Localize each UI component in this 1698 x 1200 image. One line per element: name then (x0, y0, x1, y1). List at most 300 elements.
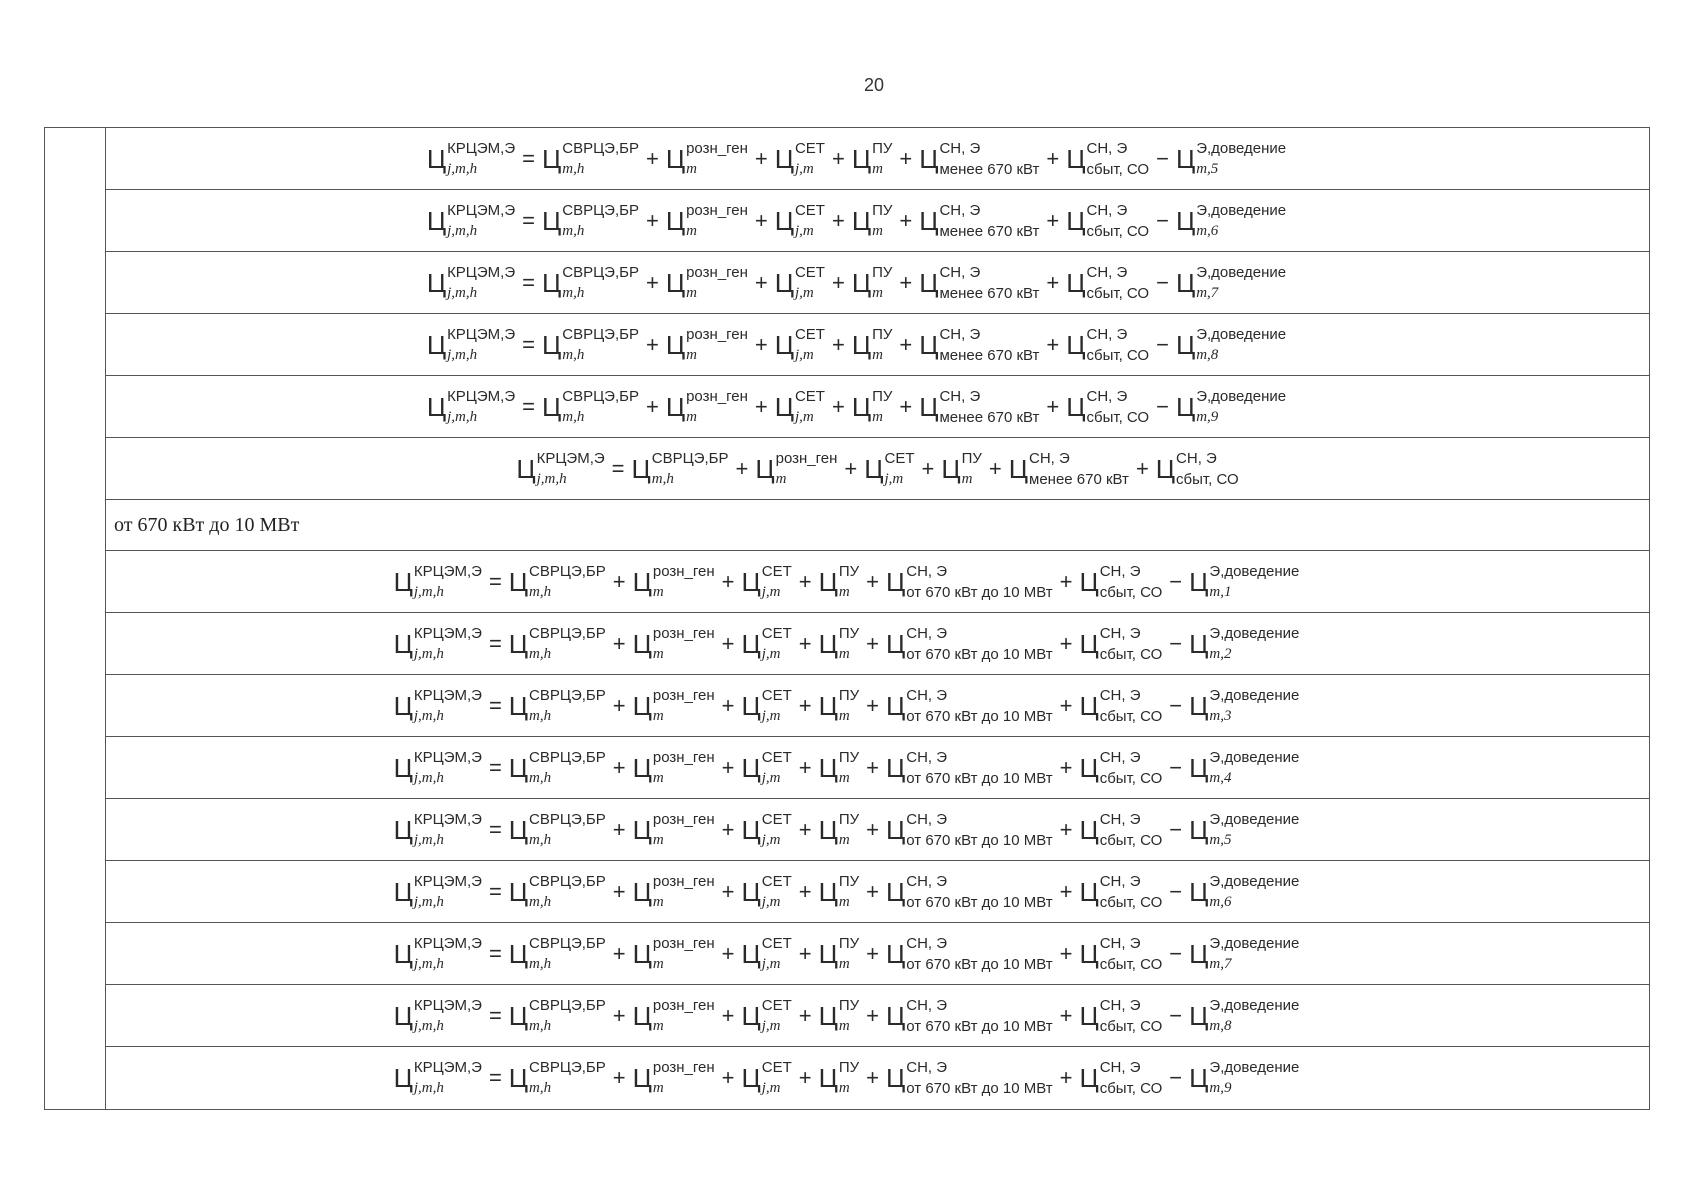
price-symbol: Ц (393, 690, 413, 721)
subscript: от 670 кВт до 10 МВт (906, 955, 1053, 973)
superscript: СЕТ (794, 325, 825, 343)
price-symbol: Ц (851, 143, 872, 174)
operator-eq: = (611, 455, 625, 481)
price-symbol: Ц (1189, 752, 1209, 783)
price-symbol: Ц (1175, 205, 1196, 236)
subscript: m (686, 160, 697, 177)
superscript: розн_ген (652, 562, 715, 580)
subscript: m,h (529, 1080, 552, 1096)
price-symbol: Ц (818, 1063, 838, 1093)
price-symbol: Ц (818, 876, 838, 907)
price-symbol: Ц (631, 453, 651, 484)
operator-plus: + (1059, 1002, 1073, 1028)
price-symbol: Ц (851, 329, 872, 360)
term-lhs (394, 873, 482, 911)
price-symbol: Ц (741, 1063, 761, 1093)
table-row (106, 613, 1649, 675)
superscript: розн_ген (652, 872, 715, 890)
term-sn_small (1009, 450, 1129, 488)
price-symbol: Ц (886, 1063, 906, 1093)
price-symbol: Ц (741, 814, 761, 845)
subscript: сбыт, СО (1099, 1080, 1163, 1097)
subscript: сбыт, СО (1099, 893, 1163, 911)
term-pu (941, 450, 982, 488)
subscript: j,m (794, 222, 814, 239)
operator-plus: + (721, 692, 735, 718)
price-symbol: Ц (1175, 267, 1196, 298)
operator-minus: − (1169, 630, 1183, 656)
price-symbol: Ц (851, 391, 872, 422)
subscript: j,m (761, 955, 781, 972)
subscript: m (775, 470, 787, 487)
operator-eq: = (488, 754, 502, 780)
superscript: СВРЦЭ,БР (562, 263, 639, 281)
price-symbol: Ц (774, 267, 794, 298)
superscript: Э,доведение (1209, 934, 1300, 952)
price-symbol: Ц (426, 205, 447, 236)
term-lhs (394, 687, 482, 725)
superscript: розн_ген (686, 201, 748, 219)
price-symbol: Ц (919, 267, 939, 298)
subscript: m (872, 284, 883, 301)
superscript: розн_ген (775, 449, 838, 467)
table-row (106, 438, 1649, 500)
subscript: m (838, 583, 850, 600)
term-sbyt (1079, 625, 1162, 663)
subscript: m (838, 707, 850, 724)
superscript: Э,доведение (1209, 1059, 1300, 1076)
subscript: от 670 кВт до 10 МВт (906, 769, 1053, 787)
operator-minus: − (1169, 940, 1183, 966)
subscript: m (838, 893, 850, 910)
price-symbol: Ц (1189, 628, 1209, 659)
superscript: СВРЦЭ,БР (651, 449, 729, 467)
subscript: m (652, 707, 664, 724)
subscript: j,m,h (447, 284, 478, 301)
superscript: КРЦЭМ,Э (536, 449, 605, 467)
table-row (106, 985, 1649, 1047)
price-symbol: Ц (542, 143, 562, 174)
price-symbol: Ц (818, 1000, 838, 1031)
term-dov (1176, 264, 1286, 302)
subscript: m,7 (1196, 284, 1219, 301)
operator-plus: + (645, 145, 659, 171)
term-sbyt (1066, 326, 1149, 364)
operator-minus: − (1169, 1065, 1183, 1090)
superscript: Э,доведение (1209, 624, 1300, 642)
superscript: СВРЦЭ,БР (529, 1059, 606, 1076)
subscript: m,h (529, 893, 552, 910)
price-symbol: Ц (818, 814, 838, 845)
term-sbyt (1079, 1059, 1162, 1097)
term-svr (509, 935, 606, 973)
term-sn_small (919, 202, 1039, 240)
term-sn_small (919, 326, 1039, 364)
price-symbol: Ц (886, 690, 906, 721)
operator-eq: = (488, 568, 502, 594)
term-sbyt (1079, 749, 1162, 787)
operator-plus: + (1046, 269, 1060, 295)
term-sn_mid (886, 997, 1053, 1035)
operator-eq: = (488, 816, 502, 842)
term-set (775, 264, 825, 302)
operator-plus: + (866, 754, 880, 780)
superscript: СВРЦЭ,БР (529, 810, 606, 828)
operator-plus: + (1046, 207, 1060, 233)
subscript: от 670 кВт до 10 МВт (906, 1080, 1053, 1097)
subscript: m (652, 831, 664, 848)
subscript: j,m (761, 769, 781, 786)
term-lhs (516, 450, 604, 488)
price-symbol: Ц (919, 329, 939, 360)
subscript: j,m,h (536, 470, 567, 487)
superscript: Э,доведение (1196, 387, 1287, 405)
formula (516, 450, 1238, 488)
term-set (864, 450, 914, 488)
superscript: ПУ (838, 686, 860, 704)
subscript: сбыт, СО (1176, 470, 1239, 488)
subscript: j,m,h (413, 583, 444, 600)
subscript: m,h (562, 160, 585, 177)
subscript: j,m (761, 583, 781, 600)
operator-plus: + (831, 145, 845, 171)
price-symbol: Ц (508, 690, 529, 721)
term-dov (1189, 997, 1299, 1035)
term-pu (819, 811, 860, 849)
price-symbol: Ц (542, 391, 562, 422)
subscript: сбыт, СО (1086, 346, 1150, 364)
term-sn_mid (886, 1059, 1053, 1097)
subscript: m,6 (1209, 893, 1232, 910)
price-symbol: Ц (632, 628, 652, 659)
operator-plus: + (612, 754, 626, 780)
term-rozn (633, 687, 715, 725)
term-lhs (394, 811, 482, 849)
operator-plus: + (1059, 754, 1073, 780)
term-svr (542, 264, 639, 302)
superscript: СЕТ (761, 562, 792, 580)
subscript: сбыт, СО (1086, 160, 1150, 178)
term-set (742, 749, 792, 787)
operator-eq: = (522, 393, 535, 419)
superscript: СН, Э (1099, 686, 1141, 704)
price-symbol: Ц (1175, 143, 1196, 174)
term-pu (852, 326, 893, 364)
price-symbol: Ц (632, 690, 652, 721)
subscript: j,m (761, 831, 781, 848)
subscript: m,h (562, 408, 585, 425)
table-row (106, 252, 1649, 314)
formula (394, 997, 1300, 1035)
superscript: СЕТ (761, 624, 792, 642)
subscript: менее 670 кВт (939, 222, 1040, 240)
term-pu (852, 264, 893, 302)
superscript: ПУ (872, 263, 893, 281)
subscript: j,m,h (413, 1017, 444, 1034)
price-symbol: Ц (393, 1063, 413, 1093)
superscript: СВРЦЭ,БР (529, 996, 606, 1014)
subscript: m,1 (1209, 583, 1232, 600)
subscript: j,m (761, 707, 781, 724)
subscript: m (838, 955, 850, 972)
subscript: m,7 (1209, 955, 1232, 972)
term-svr (509, 625, 606, 663)
term-set (742, 625, 792, 663)
superscript: СН, Э (1099, 1059, 1141, 1076)
price-symbol: Ц (393, 876, 413, 907)
subscript: сбыт, СО (1086, 284, 1150, 302)
price-symbol: Ц (1189, 566, 1209, 597)
subscript: j,m,h (447, 408, 478, 425)
superscript: розн_ген (652, 686, 715, 704)
price-symbol: Ц (508, 876, 529, 907)
price-symbol: Ц (741, 876, 761, 907)
operator-plus: + (866, 692, 880, 718)
price-symbol: Ц (864, 453, 884, 484)
price-symbol: Ц (1066, 391, 1086, 422)
operator-plus: + (1046, 393, 1060, 419)
superscript: СВРЦЭ,БР (529, 872, 606, 890)
subscript: от 670 кВт до 10 МВт (906, 583, 1053, 601)
price-symbol: Ц (774, 143, 794, 174)
superscript: КРЦЭМ,Э (447, 263, 516, 281)
subscript: m (652, 1017, 664, 1034)
operator-plus: + (645, 269, 659, 295)
superscript: СЕТ (761, 748, 792, 766)
superscript: СН, Э (906, 686, 948, 704)
term-dov (1176, 326, 1286, 364)
operator-plus: + (612, 816, 626, 842)
superscript: СН, Э (1086, 325, 1128, 343)
superscript: розн_ген (652, 624, 715, 642)
price-symbol: Ц (426, 267, 447, 298)
superscript: СЕТ (761, 686, 792, 704)
operator-plus: + (612, 878, 626, 904)
subscript: m (872, 160, 883, 177)
operator-plus: + (1059, 568, 1073, 594)
superscript: розн_ген (686, 387, 748, 405)
price-symbol: Ц (886, 814, 906, 845)
superscript: СН, Э (1099, 624, 1141, 642)
term-dov (1189, 873, 1299, 911)
term-dov (1189, 935, 1299, 973)
table-left-column (45, 128, 106, 1109)
operator-plus: + (612, 630, 626, 656)
term-svr (509, 563, 606, 601)
formula (427, 264, 1286, 302)
operator-plus: + (844, 455, 858, 481)
price-symbol: Ц (393, 938, 413, 969)
term-sbyt (1079, 687, 1162, 725)
price-symbol: Ц (1079, 876, 1099, 907)
term-rozn (633, 997, 715, 1035)
operator-eq: = (488, 1065, 502, 1090)
subscript: m (686, 222, 697, 239)
subscript: m,3 (1209, 707, 1232, 724)
term-svr (542, 388, 639, 426)
price-symbol: Ц (542, 267, 562, 298)
formula-table (44, 127, 1650, 1110)
superscript: СН, Э (906, 872, 948, 890)
superscript: СН, Э (1176, 449, 1217, 467)
subscript: j,m (794, 346, 814, 363)
subscript: m,h (529, 769, 552, 786)
price-symbol: Ц (818, 938, 838, 969)
operator-plus: + (831, 269, 845, 295)
operator-plus: + (754, 331, 768, 357)
term-set (775, 326, 825, 364)
operator-plus: + (988, 455, 1002, 481)
superscript: ПУ (838, 872, 860, 890)
superscript: Э,доведение (1209, 872, 1300, 890)
superscript: СН, Э (1099, 748, 1141, 766)
operator-plus: + (831, 207, 845, 233)
subscript: сбыт, СО (1099, 707, 1163, 725)
operator-plus: + (721, 1002, 735, 1028)
superscript: СВРЦЭ,БР (529, 562, 606, 580)
table-row (106, 1047, 1649, 1109)
superscript: СЕТ (761, 1059, 792, 1076)
subscript: сбыт, СО (1099, 769, 1163, 787)
superscript: СН, Э (906, 934, 948, 952)
superscript: Э,доведение (1209, 562, 1300, 580)
subscript: сбыт, СО (1099, 955, 1163, 973)
price-symbol: Ц (665, 391, 686, 422)
section-label: от 670 кВт до 10 МВт (114, 513, 300, 536)
superscript: КРЦЭМ,Э (447, 325, 516, 343)
price-symbol: Ц (665, 205, 686, 236)
price-symbol: Ц (1189, 938, 1209, 969)
operator-plus: + (754, 207, 768, 233)
operator-eq: = (488, 878, 502, 904)
superscript: КРЦЭМ,Э (447, 139, 516, 157)
operator-minus: − (1156, 207, 1169, 233)
subscript: m,h (651, 470, 674, 487)
term-set (742, 873, 792, 911)
term-svr (542, 140, 639, 178)
price-symbol: Ц (508, 566, 529, 597)
subscript: j,m (761, 1017, 781, 1034)
price-symbol: Ц (516, 453, 536, 484)
price-symbol: Ц (1189, 814, 1209, 845)
superscript: СЕТ (761, 934, 792, 952)
term-svr (632, 450, 729, 488)
term-lhs (394, 997, 482, 1035)
formula (394, 687, 1300, 725)
table-row (106, 799, 1649, 861)
term-rozn (633, 1059, 715, 1097)
term-lhs (394, 625, 482, 663)
superscript: СН, Э (1086, 201, 1128, 219)
term-sbyt (1079, 563, 1162, 601)
subscript: m,9 (1209, 1080, 1232, 1096)
formula (394, 749, 1300, 787)
price-symbol: Ц (1155, 453, 1176, 484)
operator-eq: = (522, 331, 535, 357)
operator-plus: + (754, 393, 768, 419)
operator-plus: + (1046, 145, 1060, 171)
operator-minus: − (1156, 393, 1169, 419)
term-rozn (666, 388, 748, 426)
term-dov (1176, 202, 1286, 240)
price-symbol: Ц (886, 566, 906, 597)
subscript: m (838, 1080, 850, 1096)
operator-plus: + (798, 816, 812, 842)
term-svr (509, 873, 606, 911)
price-symbol: Ц (1189, 1063, 1209, 1093)
term-pu (819, 873, 860, 911)
price-symbol: Ц (632, 814, 652, 845)
subscript: m,6 (1196, 222, 1219, 239)
formula (427, 140, 1286, 178)
price-symbol: Ц (508, 628, 529, 659)
operator-plus: + (866, 630, 880, 656)
price-symbol: Ц (1079, 1000, 1099, 1031)
price-symbol: Ц (919, 143, 939, 174)
superscript: розн_ген (686, 263, 748, 281)
term-sbyt (1066, 264, 1149, 302)
operator-eq: = (488, 1002, 502, 1028)
term-pu (819, 1059, 860, 1097)
term-rozn (755, 450, 837, 488)
subscript: менее 670 кВт (939, 160, 1040, 178)
term-pu (819, 749, 860, 787)
term-dov (1189, 749, 1299, 787)
subscript: j,m,h (413, 769, 444, 786)
price-symbol: Ц (393, 566, 413, 597)
price-symbol: Ц (542, 205, 562, 236)
price-symbol: Ц (1175, 391, 1196, 422)
superscript: Э,доведение (1209, 996, 1300, 1014)
term-pu (852, 140, 893, 178)
operator-plus: + (1059, 878, 1073, 904)
subscript: m,h (529, 645, 552, 662)
subscript: сбыт, СО (1099, 583, 1163, 601)
term-sn_mid (886, 749, 1053, 787)
subscript: m (652, 1080, 664, 1096)
superscript: ПУ (838, 934, 860, 952)
subscript: m (838, 645, 850, 662)
subscript: j,m,h (447, 222, 478, 239)
operator-minus: − (1169, 1002, 1183, 1028)
superscript: СВРЦЭ,БР (562, 325, 639, 343)
superscript: КРЦЭМ,Э (413, 872, 482, 890)
subscript: от 670 кВт до 10 МВт (906, 831, 1053, 849)
table-row (106, 190, 1649, 252)
formula (394, 811, 1300, 849)
operator-minus: − (1169, 568, 1183, 594)
formula (427, 326, 1286, 364)
subscript: j,m,h (413, 1080, 444, 1096)
superscript: розн_ген (652, 1059, 715, 1076)
superscript: СВРЦЭ,БР (529, 624, 606, 642)
price-symbol: Ц (426, 391, 447, 422)
superscript: СЕТ (884, 449, 915, 467)
subscript: сбыт, СО (1099, 1017, 1163, 1035)
term-svr (509, 687, 606, 725)
superscript: ПУ (872, 139, 893, 157)
operator-plus: + (899, 393, 913, 419)
superscript: Э,доведение (1196, 325, 1287, 343)
price-symbol: Ц (818, 566, 838, 597)
price-symbol: Ц (1189, 690, 1209, 721)
subscript: m (838, 769, 850, 786)
price-symbol: Ц (741, 938, 761, 969)
price-symbol: Ц (1066, 267, 1086, 298)
price-symbol: Ц (665, 143, 686, 174)
superscript: ПУ (961, 449, 982, 467)
term-set (742, 687, 792, 725)
